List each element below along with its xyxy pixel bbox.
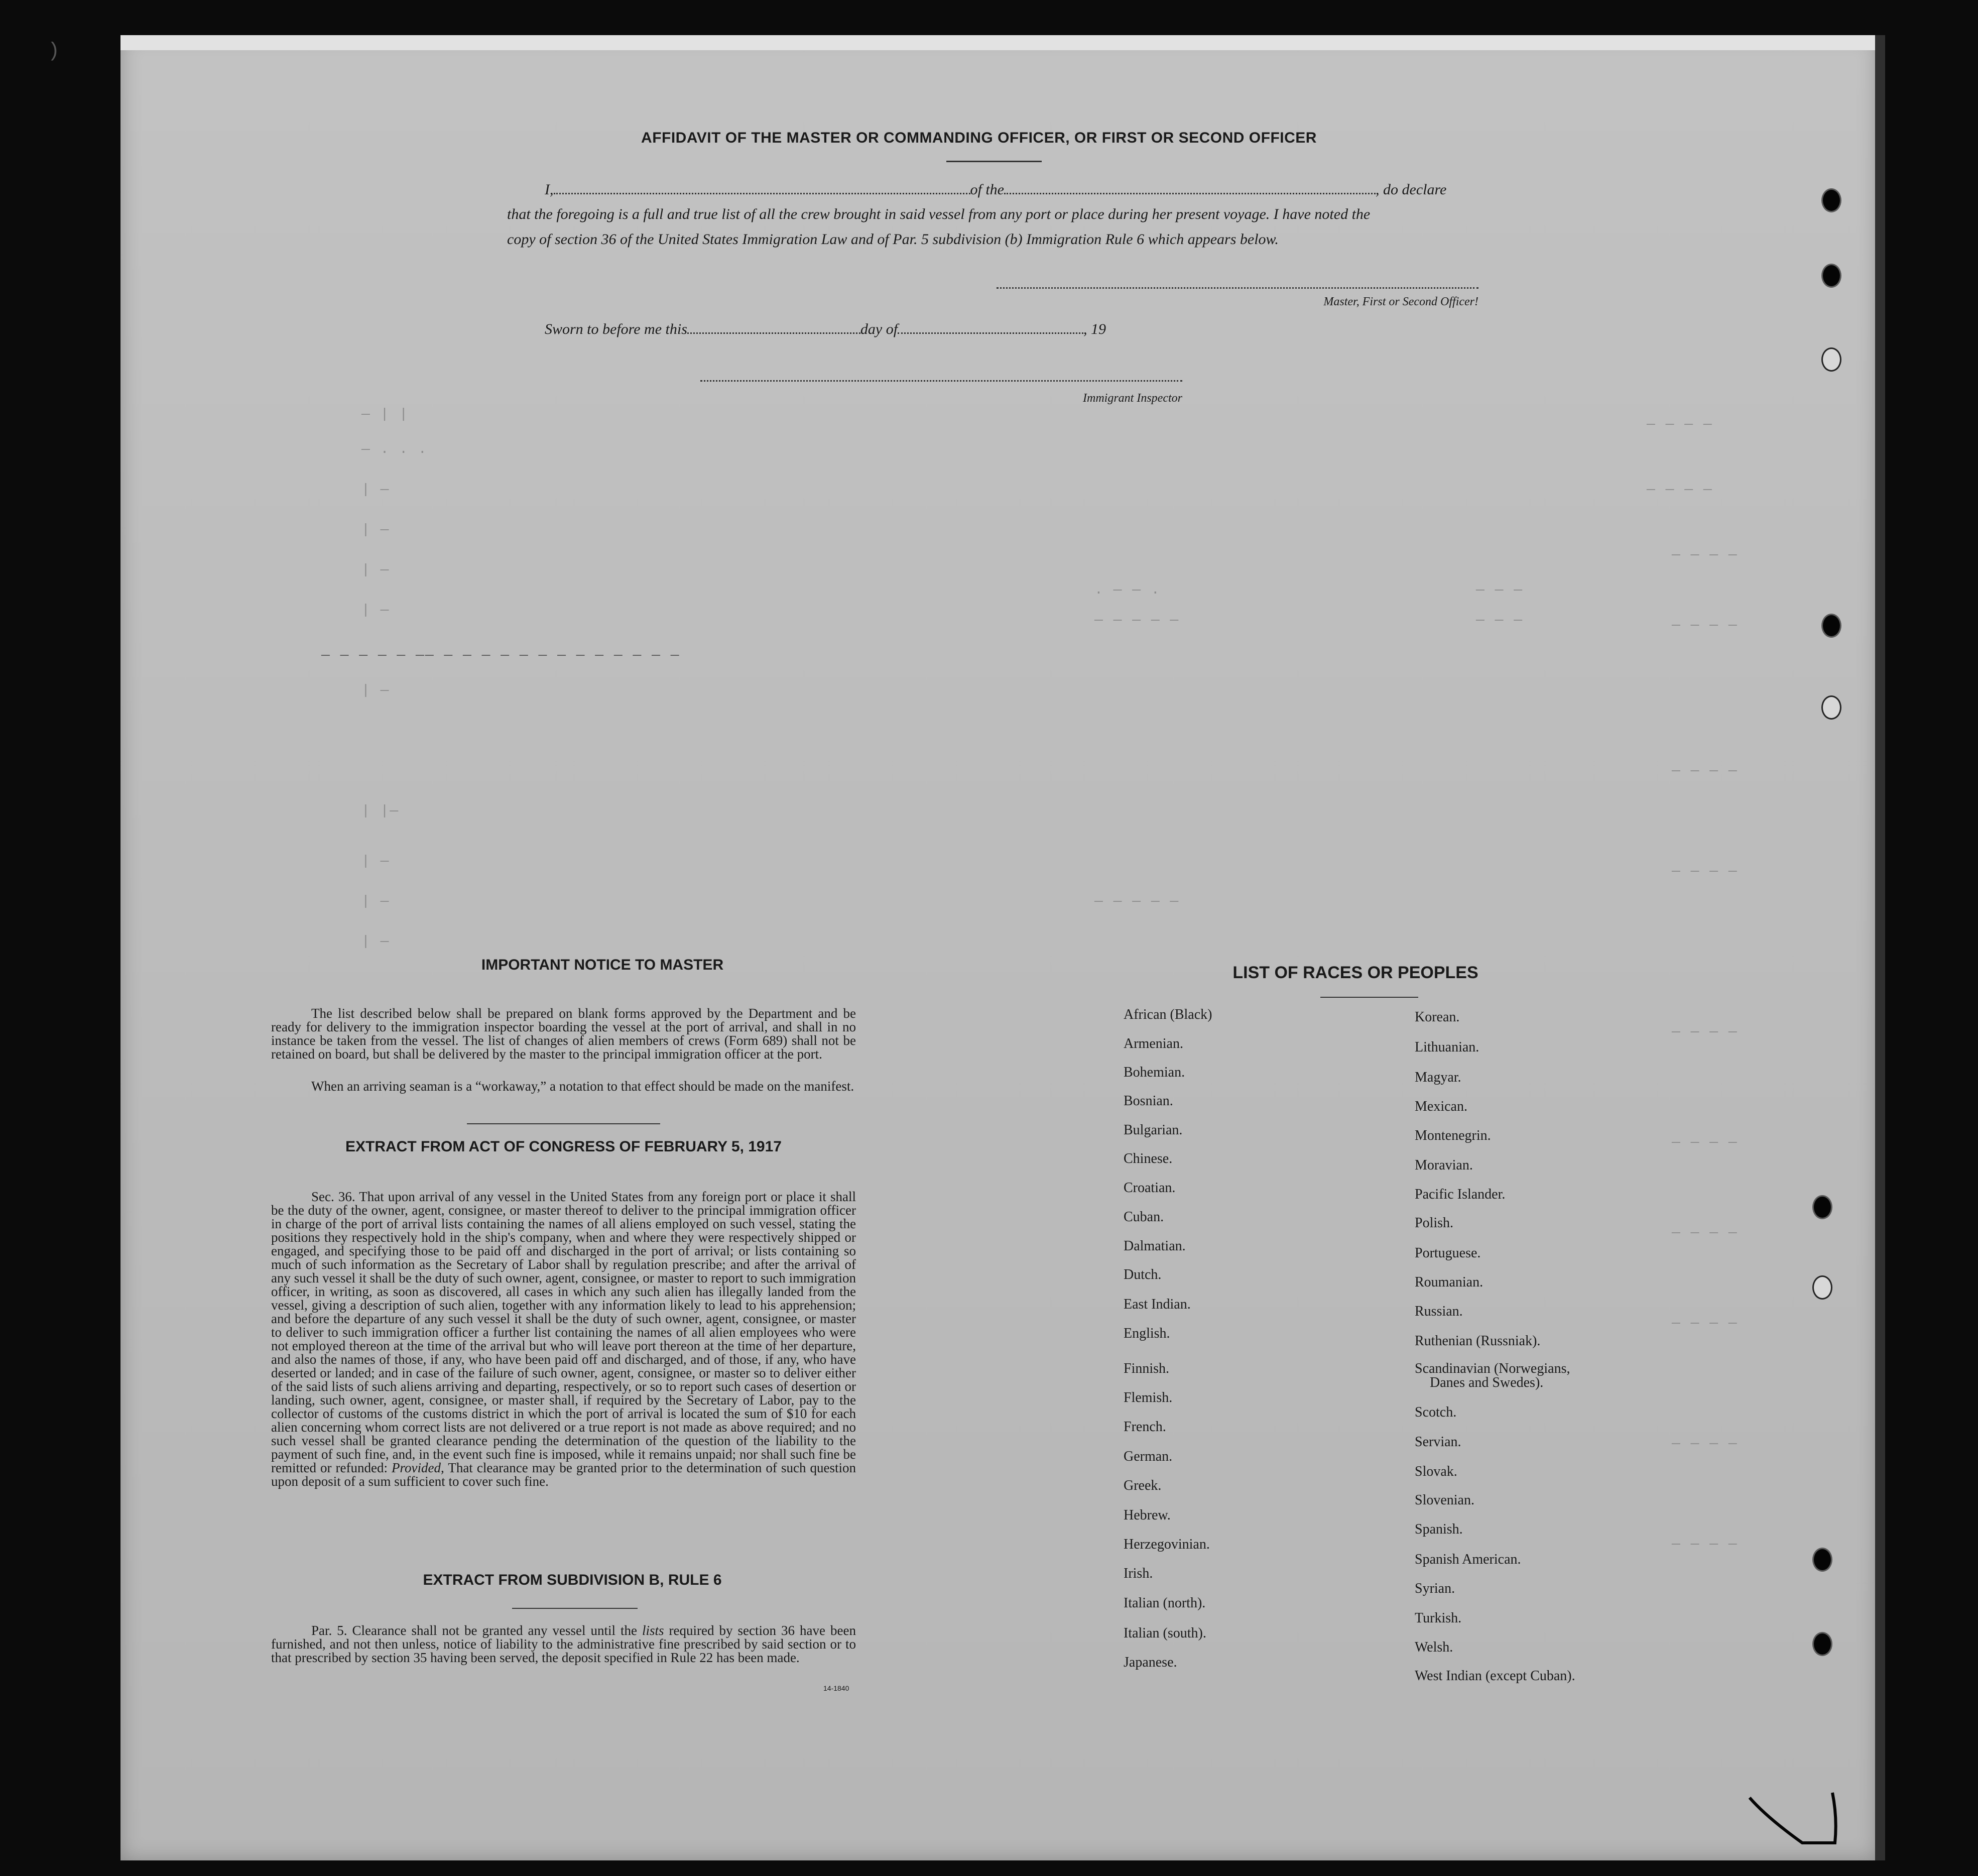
binder-hole — [1812, 1195, 1832, 1219]
race-entry: Slovenian. — [1415, 1492, 1474, 1508]
title-underline — [946, 161, 1042, 162]
race-entry: Lithuanian. — [1415, 1039, 1479, 1055]
master-label: Master, First or Second Officer! — [1323, 295, 1478, 308]
race-entry: Cuban. — [1124, 1209, 1164, 1225]
race-entry: Ruthenian (Russniak). — [1415, 1333, 1541, 1349]
race-entry: Polish. — [1415, 1215, 1454, 1231]
affidavit-i: I, — [545, 181, 554, 198]
race-entry: Finnish. — [1124, 1361, 1170, 1376]
rule-lists-word: lists — [642, 1623, 664, 1638]
race-entry: Slovak. — [1415, 1464, 1457, 1479]
form-number: 14-1840 — [823, 1684, 849, 1692]
notice-paragraph-2: When an arriving seaman is a “workaway,” a notation to that effect should be made on the manifest. — [311, 1079, 854, 1094]
race-entry: Bulgarian. — [1124, 1122, 1183, 1138]
race-entry: Scotch. — [1415, 1404, 1457, 1420]
section-divider — [512, 1608, 638, 1609]
race-entry: Servian. — [1415, 1434, 1461, 1450]
race-entry: Japanese. — [1124, 1655, 1177, 1670]
race-entry: Dutch. — [1124, 1267, 1162, 1282]
master-signature-line[interactable] — [997, 287, 1478, 289]
race-entry: Spanish American. — [1415, 1552, 1521, 1567]
section-36-body-end: That clearance may be granted prior to the determination of such question upon deposit of a sum sufficient to cover such fine. — [271, 1460, 856, 1489]
section-36-text — [271, 1190, 856, 1488]
notice-title: IMPORTANT NOTICE TO MASTER — [481, 957, 724, 973]
binder-hole — [1812, 1275, 1832, 1300]
race-entry: Portuguese. — [1415, 1245, 1481, 1261]
sworn-year: , 19 — [1083, 321, 1106, 337]
binder-hole — [1821, 614, 1841, 638]
sworn-line — [545, 320, 1106, 338]
affidavit-line-2: that the foregoing is a full and true list of all the crew brought in said vessel from any port or place during her present voyage. I have noted the — [507, 206, 1371, 222]
race-entry: Pacific Islander. — [1415, 1187, 1506, 1202]
pen-mark: ) — [48, 40, 60, 63]
affidavit-of-the: of the — [970, 181, 1004, 198]
name-blank[interactable] — [554, 181, 970, 194]
race-entry: Roumanian. — [1415, 1274, 1484, 1290]
rule-text-1: Par. 5. Clearance shall not be granted any vessel until the — [311, 1623, 637, 1638]
race-entry: Spanish. — [1415, 1521, 1463, 1537]
race-entry: Bosnian. — [1124, 1093, 1173, 1109]
affidavit-declare: , do declare — [1376, 181, 1447, 198]
race-entry: French. — [1124, 1419, 1166, 1435]
race-entry: Italian (south). — [1124, 1625, 1206, 1641]
race-entry: Dalmatian. — [1124, 1238, 1186, 1254]
race-entry: Armenian. — [1124, 1036, 1183, 1051]
race-entry: Irish. — [1124, 1566, 1153, 1581]
races-title-underline — [1320, 997, 1418, 998]
race-entry: Montenegrin. — [1415, 1128, 1491, 1143]
vessel-blank[interactable] — [1004, 181, 1376, 194]
race-entry: Moravian. — [1415, 1157, 1473, 1173]
race-entry: Hebrew. — [1124, 1507, 1171, 1523]
race-entry: Korean. — [1415, 1009, 1460, 1025]
section-divider — [467, 1123, 660, 1124]
race-entry: Danes and Swedes). — [1430, 1375, 1544, 1390]
section-36-body: That upon arrival of any vessel in the United States from any foreign port or place it shall be the duty of the owner, agent, consignee, or master thereof to deliver to the principal immigration officer in charge of the port of arrival lists containing the names of all aliens employed on such vessel, stating the positions they respectively hold in the ship's company, when and where they were respectively shipped or engaged, and specifying those to be paid off and discharged in the port of arrival; or lists containing so much of such information as the Secretary of Labor shall by regulation prescribe; and after the arrival of any such vessel it shall be the duty of such owner, agent, consignee, or master to report to such immigration officer, in writing, as soon as discovered, all cases in which any such alien has illegally landed from the vessel, giving a description of such alien, together with any information likely to lead to his apprehension; and before the departure of any such vessel it shall be the duty of such owner, agent, consignee, or master to deliver to such immigration officer a further list containing the names of all alien employees who were not employed thereon at the time of the arrival but who will leave port thereon at the time of her departure, and also the names of those, if any, who have been paid off and discharged, and of those, if any, who have deserted or landed; and in case of the failure of such owner, agent, consignee, or master so to deliver either of the said lists of such aliens arriving and departing, respectively, or so to report such cases of desertion or landing, such owner, agent, consignee, or master shall, if required by the Secretary of Labor, pay to the collector of customs of the customs district in which the port of arrival is located the sum of $10 for each alien concerning whom correct lists are not delivered or a true report is not made as above required; and no such vessel shall be granted clearance pending the determination of the question of the liability to the payment of such fine, and, in the event such fine is imposed, while it remains unpaid; nor shall such fine be remitted or refunded: — [271, 1189, 856, 1475]
race-entry: Chinese. — [1124, 1151, 1173, 1166]
inspector-label: Immigrant Inspector — [1083, 392, 1182, 405]
race-entry: Welsh. — [1415, 1639, 1453, 1655]
binder-hole — [1812, 1632, 1832, 1656]
race-entry: Mexican. — [1415, 1099, 1467, 1114]
race-entry: Russian. — [1415, 1304, 1463, 1319]
affidavit-line-3: copy of section 36 of the United States Immigration Law and of Par. 5 subdivision (b) Immigration Rule 6 which appears below. — [507, 231, 1279, 248]
affidavit-line-1 — [545, 181, 1519, 198]
race-entry: Greek. — [1124, 1478, 1162, 1493]
affidavit-title: AFFIDAVIT OF THE MASTER OR COMMANDING OFFICER, OR FIRST OR SECOND OFFICER — [641, 130, 1317, 146]
race-entry: Scandinavian (Norwegians, — [1415, 1361, 1570, 1376]
rule-paragraph — [271, 1624, 856, 1665]
race-entry: Bohemian. — [1124, 1065, 1185, 1080]
sheet-right-edge — [1875, 35, 1885, 1860]
races-title: LIST OF RACES OR PEOPLES — [1232, 963, 1478, 982]
race-entry: German. — [1124, 1449, 1173, 1464]
sheet-top-edge — [120, 35, 1878, 50]
binder-hole — [1821, 264, 1841, 288]
sworn-day: day of — [860, 321, 898, 337]
race-entry: Herzegovinian. — [1124, 1537, 1210, 1552]
month-blank[interactable] — [898, 320, 1083, 334]
section-36-provided: Provided, — [392, 1460, 444, 1475]
race-entry: Turkish. — [1415, 1610, 1462, 1626]
day-blank[interactable] — [687, 320, 860, 334]
binder-hole — [1821, 347, 1841, 372]
race-entry: Syrian. — [1415, 1581, 1455, 1596]
race-entry: Croatian. — [1124, 1180, 1176, 1196]
race-entry: East Indian. — [1124, 1297, 1191, 1312]
race-entry: African (Black) — [1124, 1007, 1212, 1022]
act-extract-title: EXTRACT FROM ACT OF CONGRESS OF FEBRUARY 5, 1917 — [345, 1138, 782, 1155]
inspector-signature-line[interactable] — [700, 380, 1182, 382]
sworn-prefix: Sworn to before me this — [545, 321, 687, 337]
rule-extract-title: EXTRACT FROM SUBDIVISION B, RULE 6 — [423, 1572, 722, 1588]
race-entry: Italian (north). — [1124, 1595, 1206, 1611]
notice-paragraph-1: The list described below shall be prepared on blank forms approved by the Department and be ready for delivery to the immigration inspector boarding the vessel at the port of arrival, and shall in no instance be taken from the vessel. The list of changes of alien members of crews (Form 689) shall not be retained on board, but shall be delivered by the master to the principal immigration officer at the port. — [271, 1006, 856, 1062]
binder-hole — [1812, 1548, 1832, 1572]
section-36-label: Sec. 36. — [311, 1189, 355, 1204]
pen-check-mark — [1747, 1788, 1847, 1848]
rule-text-2: required by section 36 have been furnished, and not then unless, notice of liability to the administrative fine prescribed by said section or to that prescribed by section 35 having been served, the deposit specified in Rule 22 has been made. — [271, 1623, 856, 1665]
race-entry: English. — [1124, 1326, 1170, 1341]
race-entry: Flemish. — [1124, 1390, 1173, 1405]
binder-hole — [1821, 695, 1841, 720]
race-entry: West Indian (except Cuban). — [1415, 1668, 1575, 1684]
binder-hole — [1821, 188, 1841, 212]
race-entry: Magyar. — [1415, 1070, 1461, 1085]
